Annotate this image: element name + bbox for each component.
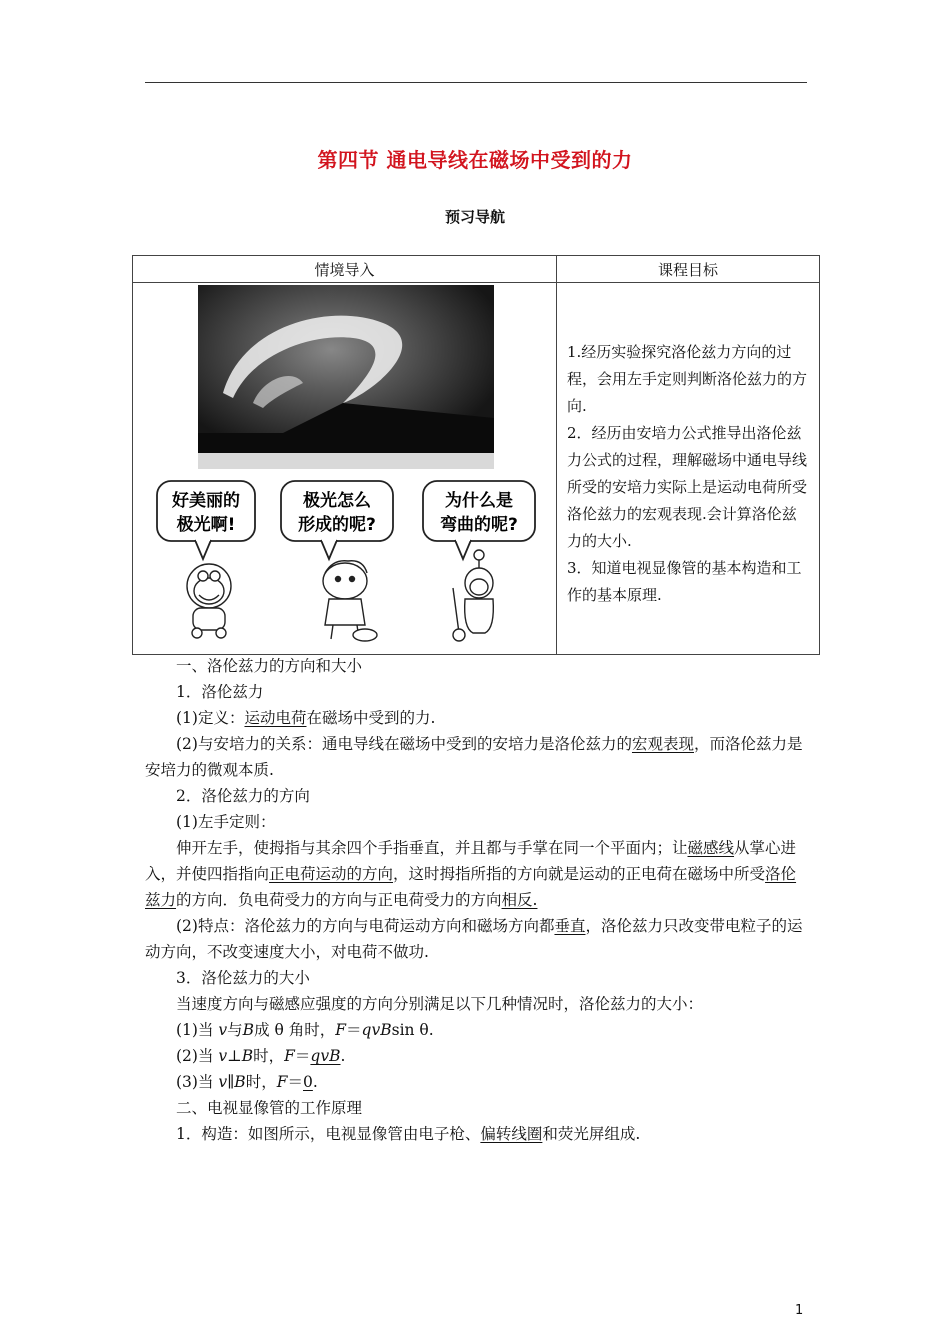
answer-blank: 垂直 (554, 917, 586, 935)
definition-paragraph: (1)定义：运动电荷在磁场中受到的力. (176, 709, 436, 727)
aurora-illustration (133, 283, 556, 653)
section-heading: 二、电视显像管的工作原理 (176, 1099, 363, 1117)
boy-character (323, 561, 377, 641)
goal-item: 1.经历实验探究洛伦兹力方向的过程，会用左手定则判断洛伦兹力的方向. (567, 343, 808, 415)
teletubby-character (453, 550, 493, 641)
subsection-heading: 2．洛伦兹力的方向 (176, 787, 310, 805)
speech-bubble-1 (157, 481, 255, 559)
answer-blank: 磁感线 (687, 839, 735, 857)
answer-blank: 相反. (501, 891, 538, 909)
page-title: 第四节 通电导线在磁场中受到的力 (317, 148, 633, 172)
relation-paragraph: (2)与安培力的关系：通电导线在磁场中受到的安培力是洛伦兹力的宏观表现，而洛伦兹力是安培力的微观本质. (145, 735, 803, 779)
subsection-heading: 3．洛伦兹力的大小 (176, 969, 310, 987)
preview-table (132, 255, 820, 655)
feature-paragraph: (2)特点：洛伦兹力的方向与电荷运动方向和磁场方向都垂直，洛伦兹力只改变带电粒子的运动方向，不改变速度大小，对电荷不做功. (145, 917, 803, 961)
bubble-3-line-1: 为什么是 (445, 491, 513, 511)
case-3: (3)当 v∥B时，F＝0. (176, 1073, 318, 1091)
goals-cell (557, 283, 820, 655)
course-goals (557, 283, 819, 609)
section-heading: 一、洛伦兹力的方向和大小 (176, 657, 363, 675)
subsection-heading: 1．洛伦兹力 (176, 683, 264, 701)
speech-bubble-2 (281, 481, 393, 559)
answer-blank: 偏转线圈 (480, 1125, 543, 1143)
bubble-1-line-2: 极光啊! (176, 515, 236, 535)
bubble-2-line-1: 极光怎么 (303, 491, 371, 511)
snow-ground (198, 453, 494, 469)
page-number: 1 (795, 1303, 804, 1318)
size-intro: 当速度方向与磁感应强度的方向分别满足以下几种情况时，洛伦兹力的大小： (176, 995, 704, 1013)
col-header-scene: 情境导入 (133, 256, 557, 283)
left-hand-rule-paragraph: 伸开左手，使拇指与其余四个手指垂直，并且都与手掌在同一个平面内；让磁感线从掌心进入，并使四指指向正电荷运动的方向，这时拇指所指的方向就是运动的正电荷在磁场中所受洛伦兹力的方向．负电荷受力的方向与正电荷受力的方向相反. (145, 839, 797, 909)
answer-blank: 正电荷运动的方向 (269, 865, 394, 883)
header-rule (145, 82, 807, 83)
answer-blank: 洛伦兹力 (145, 865, 797, 909)
case-1: (1)当 v与B成 θ 角时，F＝qvBsin θ. (176, 1021, 434, 1039)
speech-bubble-3 (423, 481, 535, 559)
goal-item: 2．经历由安培力公式推导出洛伦兹力公式的过程，理解磁场中通电导线所受的安培力实际上是运动电荷所受洛伦兹力的宏观表现.会计算洛伦兹力的大小. (567, 424, 808, 550)
bubble-3-line-2: 弯曲的呢? (440, 515, 518, 535)
scene-cell (133, 283, 557, 655)
robot-cat-character (187, 564, 231, 638)
col-header-goals: 课程目标 (557, 256, 820, 283)
answer-blank: 宏观表现 (631, 735, 694, 753)
lesson-body (145, 653, 810, 1147)
bubble-1-line-1: 好美丽的 (172, 491, 240, 511)
goal-item: 3．知道电视显像管的基本构造和工作的基本原理. (567, 559, 802, 604)
bubble-2-line-2: 形成的呢? (298, 515, 376, 535)
answer-blank: 运动电荷 (244, 709, 307, 727)
structure-paragraph: 1．构造：如图所示，电视显像管由电子枪、偏转线圈和荧光屏组成. (176, 1125, 641, 1143)
case-2: (2)当 v⊥B时，F＝qvB. (176, 1047, 346, 1065)
answer-blank: 0 (303, 1073, 313, 1091)
left-hand-rule-heading: (1)左手定则： (176, 813, 276, 831)
section-subtitle: 预习导航 (444, 208, 505, 226)
answer-blank: qvB (310, 1047, 341, 1065)
